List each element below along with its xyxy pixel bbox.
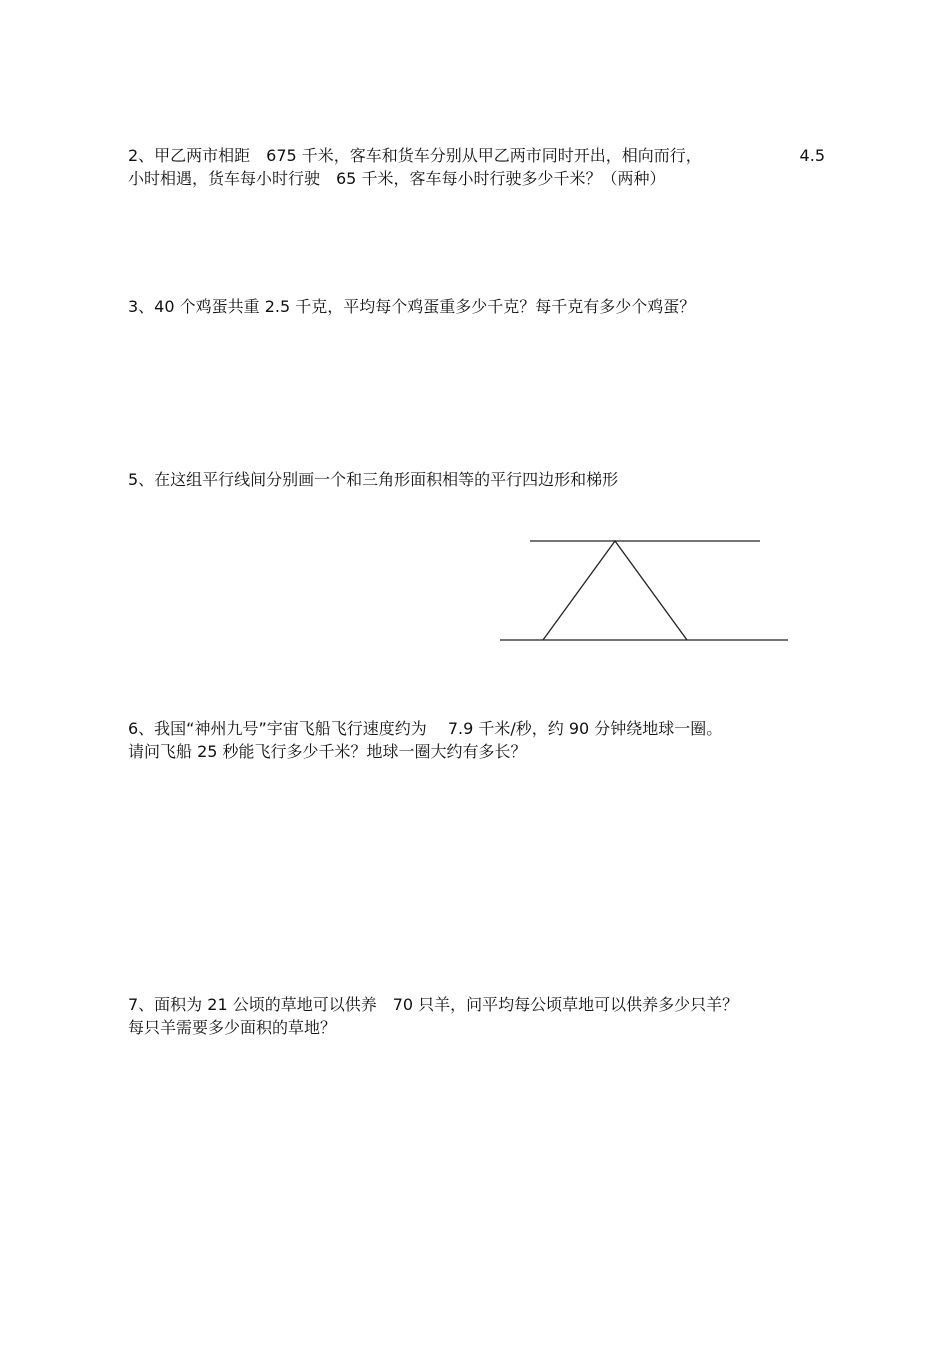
problem-7 bbox=[128, 993, 828, 1039]
problem-2-line-1-tail: 4.5 bbox=[799, 146, 825, 165]
problem-2-line-2: 小时相遇，货车每小时行驶 65 千米，客车每小时行驶多少千米？（两种） bbox=[128, 169, 666, 188]
problem-2-line-1-text: 2、甲乙两市相距 675 千米，客车和货车分别从甲乙两市同时开出，相向而行， bbox=[128, 146, 702, 165]
problem-2-line-1 bbox=[128, 144, 825, 167]
problem-5 bbox=[128, 468, 828, 491]
problem-6-line-2: 请问飞船 25 秒能飞行多少千米？地球一圈大约有多长？ bbox=[128, 742, 527, 761]
problem-6-line-1: 6、我国“神州九号”宇宙飞船飞行速度约为 7.9 千米/秒，约 90 分钟绕地球一圈。 bbox=[128, 719, 723, 738]
triangle-shape bbox=[543, 541, 687, 640]
problem-2 bbox=[128, 144, 828, 190]
problem-7-line-2: 每只羊需要多少面积的草地？ bbox=[128, 1018, 337, 1037]
problem-3-line-1: 3、40 个鸡蛋共重 2.5 千克，平均每个鸡蛋重多少千克？每千克有多少个鸡蛋？ bbox=[128, 297, 696, 316]
problem-6 bbox=[128, 717, 828, 763]
problem-3 bbox=[128, 295, 828, 318]
problem-5-line-1: 5、在这组平行线间分别画一个和三角形面积相等的平行四边形和梯形 bbox=[128, 470, 619, 489]
problem-7-line-1: 7、面积为 21 公顷的草地可以供养 70 只羊，问平均每公顷草地可以供养多少只羊？ bbox=[128, 995, 739, 1014]
parallel-lines-triangle-figure bbox=[495, 530, 795, 650]
